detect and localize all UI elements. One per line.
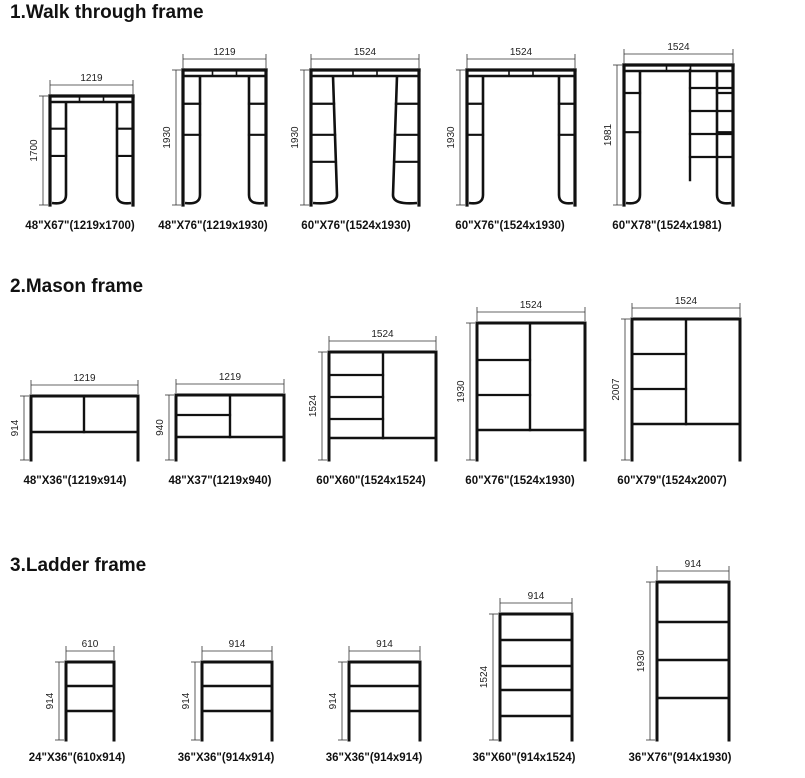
ladder-frame [328, 639, 420, 740]
height-dimension-label: 914 [45, 692, 56, 710]
height-dimension-label: 1700 [29, 139, 40, 162]
frame-caption: 60"X76"(1524x1930) [455, 220, 565, 232]
frame-inner-post [185, 76, 200, 203]
frame-inner-post [469, 76, 483, 203]
frame-inner-post [626, 71, 640, 203]
frame-caption: 48"X37"(1219x940) [168, 475, 272, 487]
height-dimension-label: 1930 [162, 126, 173, 149]
height-dimension-label: 940 [155, 419, 166, 436]
width-dimension-label: 1219 [80, 73, 103, 84]
frame-caption: 60"X79"(1524x2007) [617, 475, 727, 487]
frame-caption: 36"X36"(914x914) [177, 752, 275, 764]
width-dimension-label: 914 [684, 559, 702, 570]
height-dimension-label: 914 [328, 692, 339, 710]
frame-caption: 48"X36"(1219x914) [23, 475, 127, 487]
walk-through-frame [29, 73, 133, 205]
ladder-frame [181, 639, 272, 740]
frame-caption: 60"X78"(1524x1981) [612, 220, 722, 232]
frame-caption: 60"X60"(1524x1524) [316, 475, 426, 487]
height-dimension-label: 1524 [479, 665, 490, 689]
frame-inner-post [717, 71, 731, 203]
width-dimension-label: 1219 [213, 47, 236, 58]
width-dimension-label: 610 [81, 639, 99, 650]
width-dimension-label: 1219 [218, 372, 242, 383]
walk-through-frame [446, 47, 575, 205]
height-dimension-label: 1981 [603, 123, 614, 147]
height-dimension-label: 1930 [446, 126, 457, 149]
height-dimension-label: 2007 [611, 378, 622, 401]
walk-through-frame [162, 47, 266, 205]
frame-inner-post [52, 102, 66, 203]
frame-inner-post [393, 76, 417, 203]
section-title-ladder: 3.Ladder frame [10, 555, 147, 576]
mason-frame [611, 296, 740, 460]
width-dimension-label: 1524 [371, 329, 394, 340]
mason-frame [10, 373, 138, 460]
ladder-frame [479, 591, 572, 740]
frame-caption: 48"X76"(1219x1930) [158, 220, 268, 232]
walk-through-frame [290, 47, 419, 205]
ladder-frame [45, 639, 114, 740]
frame-caption: 60"X76"(1524x1930) [465, 475, 575, 487]
frame-caption: 48"X67"(1219x1700) [25, 220, 135, 232]
frame-inner-post [117, 102, 131, 203]
frame-caption: 24"X36"(610x914) [28, 752, 126, 764]
height-dimension-label: 1930 [636, 649, 647, 673]
width-dimension-label: 1219 [73, 373, 96, 384]
ladder-frame [636, 559, 729, 740]
frame-caption: 36"X60"(914x1524) [472, 752, 576, 764]
walk-through-frame [603, 42, 733, 205]
frame-caption: 36"X76"(914x1930) [628, 752, 732, 764]
width-dimension-label: 1524 [667, 42, 690, 53]
width-dimension-label: 914 [228, 639, 246, 650]
width-dimension-label: 914 [376, 639, 393, 650]
frame-inner-post [313, 76, 337, 203]
mason-frame [155, 372, 284, 460]
mason-frame [456, 300, 585, 460]
frame-inner-post [559, 76, 573, 203]
width-dimension-label: 914 [527, 591, 545, 602]
height-dimension-label: 914 [10, 419, 21, 437]
width-dimension-label: 1524 [353, 47, 377, 58]
frame-inner-post [249, 76, 264, 203]
width-dimension-label: 1524 [674, 296, 698, 307]
height-dimension-label: 1524 [308, 394, 319, 418]
height-dimension-label: 914 [181, 692, 192, 710]
mason-frame [308, 329, 436, 460]
section-title-walk-through: 1.Walk through frame [10, 2, 204, 23]
frame-caption: 36"X36"(914x914) [325, 752, 423, 764]
frame-caption: 60"X76"(1524x1930) [301, 220, 411, 232]
width-dimension-label: 1524 [519, 300, 543, 311]
height-dimension-label: 1930 [290, 126, 301, 149]
width-dimension-label: 1524 [509, 47, 533, 58]
height-dimension-label: 1930 [456, 380, 467, 403]
section-title-mason: 2.Mason frame [10, 276, 144, 297]
